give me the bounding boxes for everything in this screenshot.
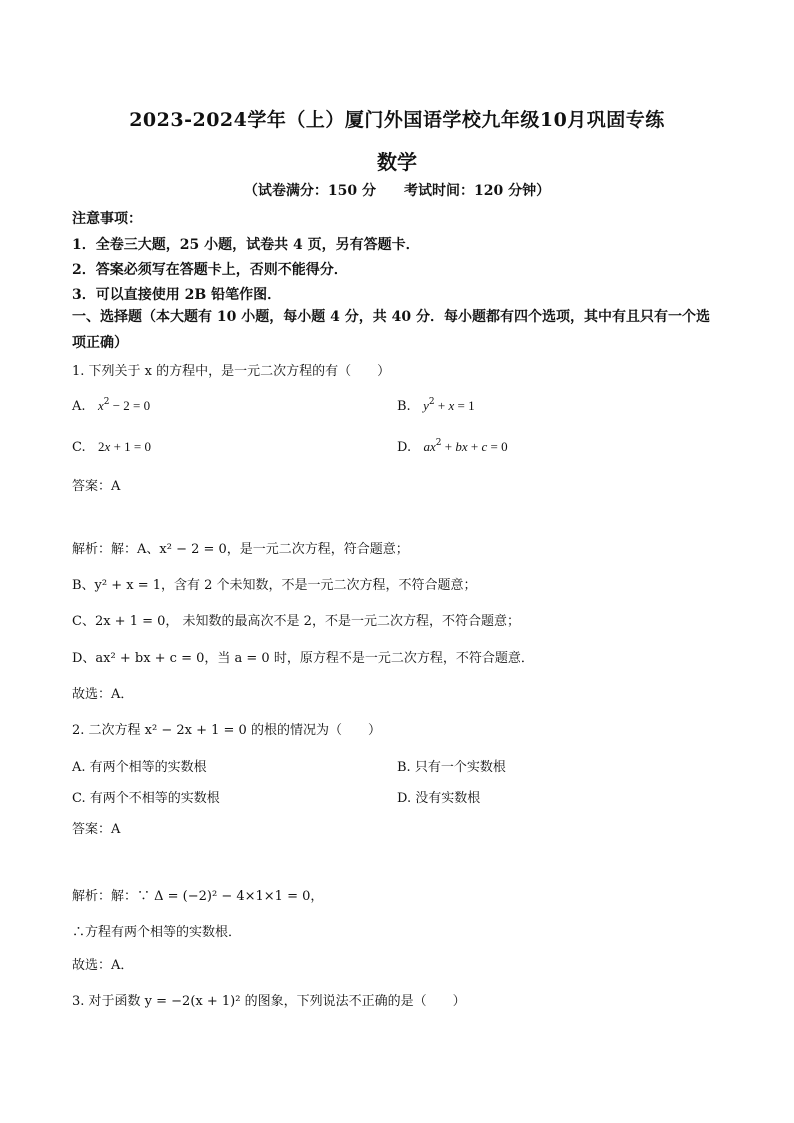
note-item-1: 1．全卷三大题，25 小题，试卷共 4 页，另有答题卡．	[72, 237, 420, 253]
subject-title: 数学	[377, 150, 417, 174]
q1-option-b-label: B.	[397, 399, 411, 414]
q1-option-c-label: C.	[72, 440, 86, 455]
q1-option-d	[397, 439, 508, 455]
q1-option-a-formula: $x^2 - 2 = 0$	[97, 397, 151, 413]
q1-option-a	[72, 398, 150, 414]
q1-option-c-formula: 2x + 1 = 0	[98, 439, 151, 454]
q1-option-b-formula: $y^2 + x = 1$	[423, 397, 475, 413]
q2-answer: 答案：A	[72, 822, 121, 837]
notes-heading: 注意事项：	[72, 211, 142, 227]
q1-option-d-formula: $ax^2$ + bx + c = 0	[423, 438, 508, 454]
paper-title: 2023-2024学年（上）厦门外国语学校九年级10月巩固专练	[129, 109, 665, 131]
q2-option-a: A. 有两个相等的实数根	[72, 760, 207, 775]
note-item-2: 2．答案必须写在答题卡上，否则不能得分．	[72, 262, 348, 278]
q1-analysis-b: B、y² + x = 1，含有 2 个未知数，不是一元二次方程，不符合题意；	[72, 578, 477, 593]
question-2-stem: 2. 二次方程 x² − 2x + 1 = 0 的根的情况为（ ）	[72, 723, 381, 738]
q1-option-a-label: A.	[72, 399, 86, 414]
q1-option-b	[397, 398, 475, 414]
q1-conclusion: 故选：A．	[72, 687, 134, 702]
section-1-heading: 一、选择题（本大题有 10 小题，每小题 4 分，共 40 分．每小题都有四个选项，其中有且只有一个选项正确）	[72, 309, 710, 351]
exam-info: （试卷满分：150 分 考试时间：120 分钟）	[243, 183, 551, 199]
q1-option-c	[72, 439, 151, 455]
q1-analysis-d: D、ax² + bx + c = 0，当 a = 0 时，原方程不是一元二次方程，不符合题意．	[72, 651, 534, 666]
q2-option-b: B. 只有一个实数根	[397, 760, 506, 775]
question-3-stem: 3. 对于函数 y = −2(x + 1)² 的图象，下列说法不正确的是（ ）	[72, 994, 466, 1009]
q2-therefore: ∴方程有两个相等的实数根．	[72, 925, 242, 940]
note-item-3: 3．可以直接使用 2B 铅笔作图．	[72, 287, 282, 303]
q1-option-d-label: D.	[397, 440, 412, 455]
q2-conclusion: 故选：A．	[72, 958, 134, 973]
q1-answer: 答案：A	[72, 479, 121, 494]
question-1-stem: 1. 下列关于 x 的方程中，是一元二次方程的有（ ）	[72, 364, 391, 379]
q2-option-c: C. 有两个不相等的实数根	[72, 791, 220, 806]
q1-analysis-a: 解析：解：A、x² − 2 = 0，是一元二次方程，符合题意；	[72, 542, 409, 557]
q2-analysis: 解析：解：∵ Δ = (−2)² − 4×1×1 = 0，	[72, 889, 324, 904]
q1-analysis-c: C、2x + 1 = 0， 未知数的最高次不是 2，不是一元二次方程，不符合题意；	[72, 614, 520, 629]
q2-option-d: D. 没有实数根	[397, 791, 481, 806]
